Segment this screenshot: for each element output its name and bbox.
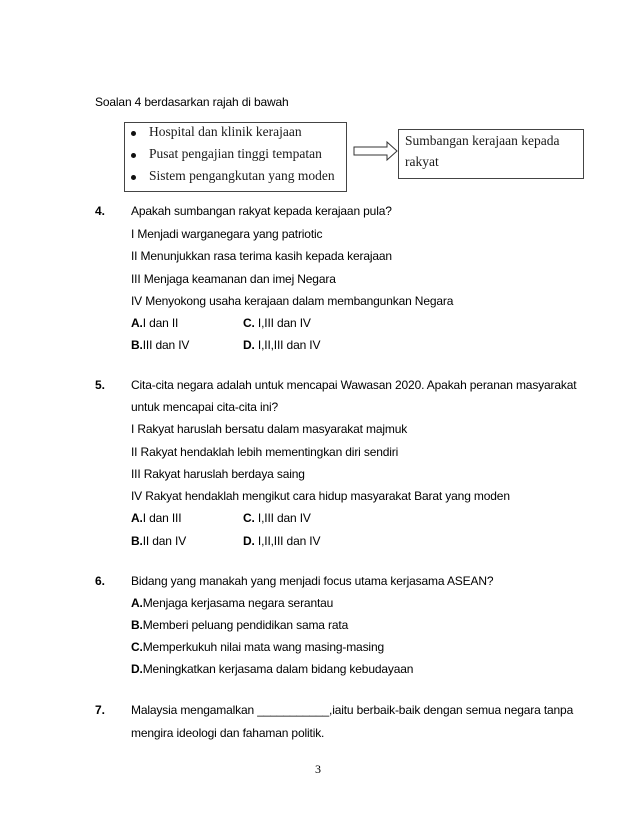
statement: I Rakyat haruslah bersatu dalam masyarakat majmuk: [131, 422, 408, 436]
statement: IV Menyokong usaha kerajaan dalam membangunkan Negara: [131, 294, 454, 308]
question-number: 6.: [95, 574, 106, 588]
statement: II Rakyat hendaklah lebih mementingkan diri sendiri: [131, 445, 399, 459]
option-a[interactable]: A.Menjaga kerjasama negara serantau: [131, 596, 334, 610]
diagram-right-box: Sumbangan kerajaan kepada rakyat: [398, 129, 584, 179]
option-d[interactable]: D. I,II,III dan IV: [243, 534, 321, 548]
statement: III Rakyat haruslah berdaya saing: [131, 467, 305, 481]
option-d[interactable]: D. I,II,III dan IV: [243, 338, 321, 352]
option-b[interactable]: B.II dan IV: [131, 534, 187, 548]
section-intro: Soalan 4 berdasarkan rajah di bawah: [95, 95, 289, 109]
option-a[interactable]: A.I dan II: [131, 316, 179, 330]
question-text: Bidang yang manakah yang menjadi focus utama kerjasama ASEAN?: [131, 574, 494, 588]
question-text: Malaysia mengamalkan ___________,iaitu berbaik-baik dengan semua negara tanpa: [131, 703, 574, 717]
question-number: 7.: [95, 703, 106, 717]
question-number: 5.: [95, 378, 106, 392]
bullet-icon: [131, 153, 136, 158]
statement: II Menunjukkan rasa terima kasih kepada kerajaan: [131, 249, 392, 263]
statement: IV Rakyat hendaklah mengikut cara hidup masyarakat Barat yang moden: [131, 489, 510, 503]
question-text: Cita-cita negara adalah untuk mencapai Wawasan 2020. Apakah peranan masyarakat: [131, 378, 577, 392]
bullet-icon: [131, 175, 136, 180]
question-text: Apakah sumbangan rakyat kepada kerajaan pula?: [131, 204, 392, 218]
question-text: mengira ideologi dan fahaman politik.: [131, 726, 325, 740]
statement: III Menjaga keamanan dan imej Negara: [131, 272, 336, 286]
page-number: 3: [315, 762, 321, 776]
option-c[interactable]: C.Memperkukuh nilai mata wang masing-masing: [131, 640, 384, 654]
option-c[interactable]: C. I,III dan IV: [243, 316, 311, 330]
diagram-left-box: Hospital dan klinik kerajaan Pusat pengajian tinggi tempatan Sistem pengangkutan yang moden: [124, 122, 347, 192]
option-c[interactable]: C. I,III dan IV: [243, 511, 311, 525]
double-arrow-right-icon: [353, 140, 399, 162]
question-text: untuk mencapai cita-cita ini?: [131, 400, 279, 414]
option-a[interactable]: A.I dan III: [131, 511, 182, 525]
question-number: 4.: [95, 204, 106, 218]
option-d[interactable]: D.Meningkatkan kerjasama dalam bidang kebudayaan: [131, 662, 414, 676]
option-b[interactable]: B.Memberi peluang pendidikan sama rata: [131, 618, 349, 632]
bullet-icon: [131, 131, 136, 136]
option-b[interactable]: B.III dan IV: [131, 338, 190, 352]
statement: I Menjadi warganegara yang patriotic: [131, 227, 323, 241]
